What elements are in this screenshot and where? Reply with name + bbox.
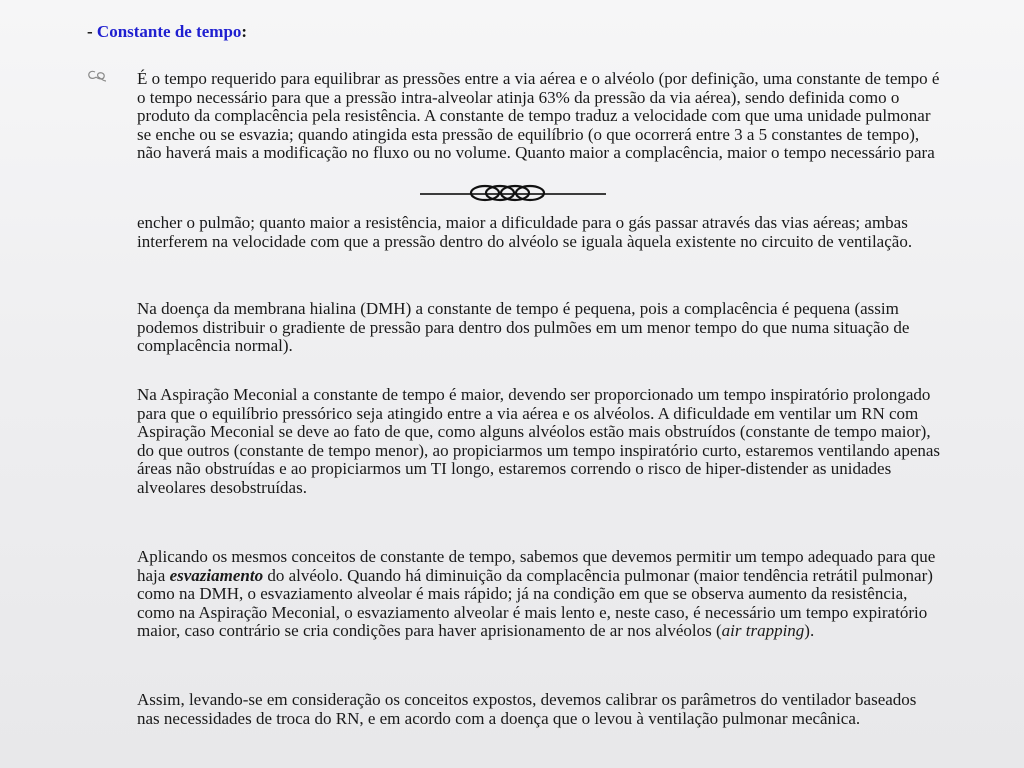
emphasis-air-trapping: air trapping — [721, 621, 805, 640]
paragraph-dmh: Na doença da membrana hialina (DMH) a constante de tempo é pequena, pois a complacência é pequena (assim podemos distribuir o gradiente de pressão para dentro dos pulmões em um menor tempo do que numa situação de complacência normal). — [137, 299, 910, 355]
text-segment: do alvéolo. Quando há diminuição da complacência pulmonar (maior tendência retrátil pulmonar) como na DMH, o esvaziamento alveolar é mais rápido; já na condição em que se observa aumento da resistência, como na Aspiração Meconial, o esvaziamento alveolar é mais lento e, neste caso, é necessário um tempo expiratório maior, caso contrário se cria condições para haver aprisionamento de ar nos alvéolos ( — [137, 565, 933, 640]
text-segment: Aplicando os mesmos conceitos de constante de tempo, sabemos que devemos permitir um tempo adequado para que haja — [137, 547, 936, 585]
text-segment: ). — [804, 621, 815, 640]
ornament-divider-icon — [420, 183, 606, 203]
heading-title: Constante de tempo — [96, 22, 242, 41]
paragraph-continuation: encher o pulmão; quanto maior a resistência, maior a dificuldade para o gás passar através das vias aéreas; ambas interferem na velocidade com que a pressão dentro do alvéolo se iguala àquela existente no circuito de ventilação. — [137, 213, 913, 251]
emphasis-esvaziamento: esvaziamento — [169, 565, 264, 585]
paragraph-conclusion: Assim, levando-se em consideração os conceitos expostos, devemos calibrar os parâmetros do ventilador baseados nas necessidades de troca do RN, e em acordo com a doença que o levou à ventilação pulmonar mecânica. — [137, 690, 917, 728]
section-heading — [87, 20, 247, 44]
bullet-icon — [87, 69, 107, 89]
paragraph-aspiracao-meconial: Na Aspiração Meconial a constante de tempo é maior, devendo ser proporcionado um tempo inspiratório prolongado para que o equilíbrio pressórico seja atingido entre a via aérea e os alvéolos. A dificuldade em ventilar um RN com Aspiração Meconial se deve ao fato de que, como alguns alvéolos estão mais obstruídos (constante de tempo maior), do que outros (constante de tempo menor), ao propiciarmos um tempo inspiratório curto, estaremos ventilando apenas áreas não obstruídas e ao propiciarmos um TI longo, estaremos correndo o risco de hiper-distender as unidades alveolares desobstruídas. — [137, 385, 941, 497]
paragraph-esvaziamento — [137, 548, 942, 641]
paragraph-definition: É o tempo requerido para equilibrar as pressões entre a via aérea e o alvéolo (por definição, uma constante de tempo é o tempo necessário para que a pressão intra-alveolar atinja 63% da pressão da via aérea), sendo definida como o produto da complacência pela resistência. A constante de tempo traduz a velocidade com que uma unidade pulmonar se enche ou se esvazia; quando atingida esta pressão de equilíbrio (o que ocorrerá entre 3 a 5 constantes de tempo), não haverá mais a modificação no fluxo ou no volume. Quanto maior a complacência, maior o tempo necessário para — [137, 69, 940, 162]
heading-colon: : — [241, 22, 248, 41]
heading-dash: - — [87, 22, 97, 41]
